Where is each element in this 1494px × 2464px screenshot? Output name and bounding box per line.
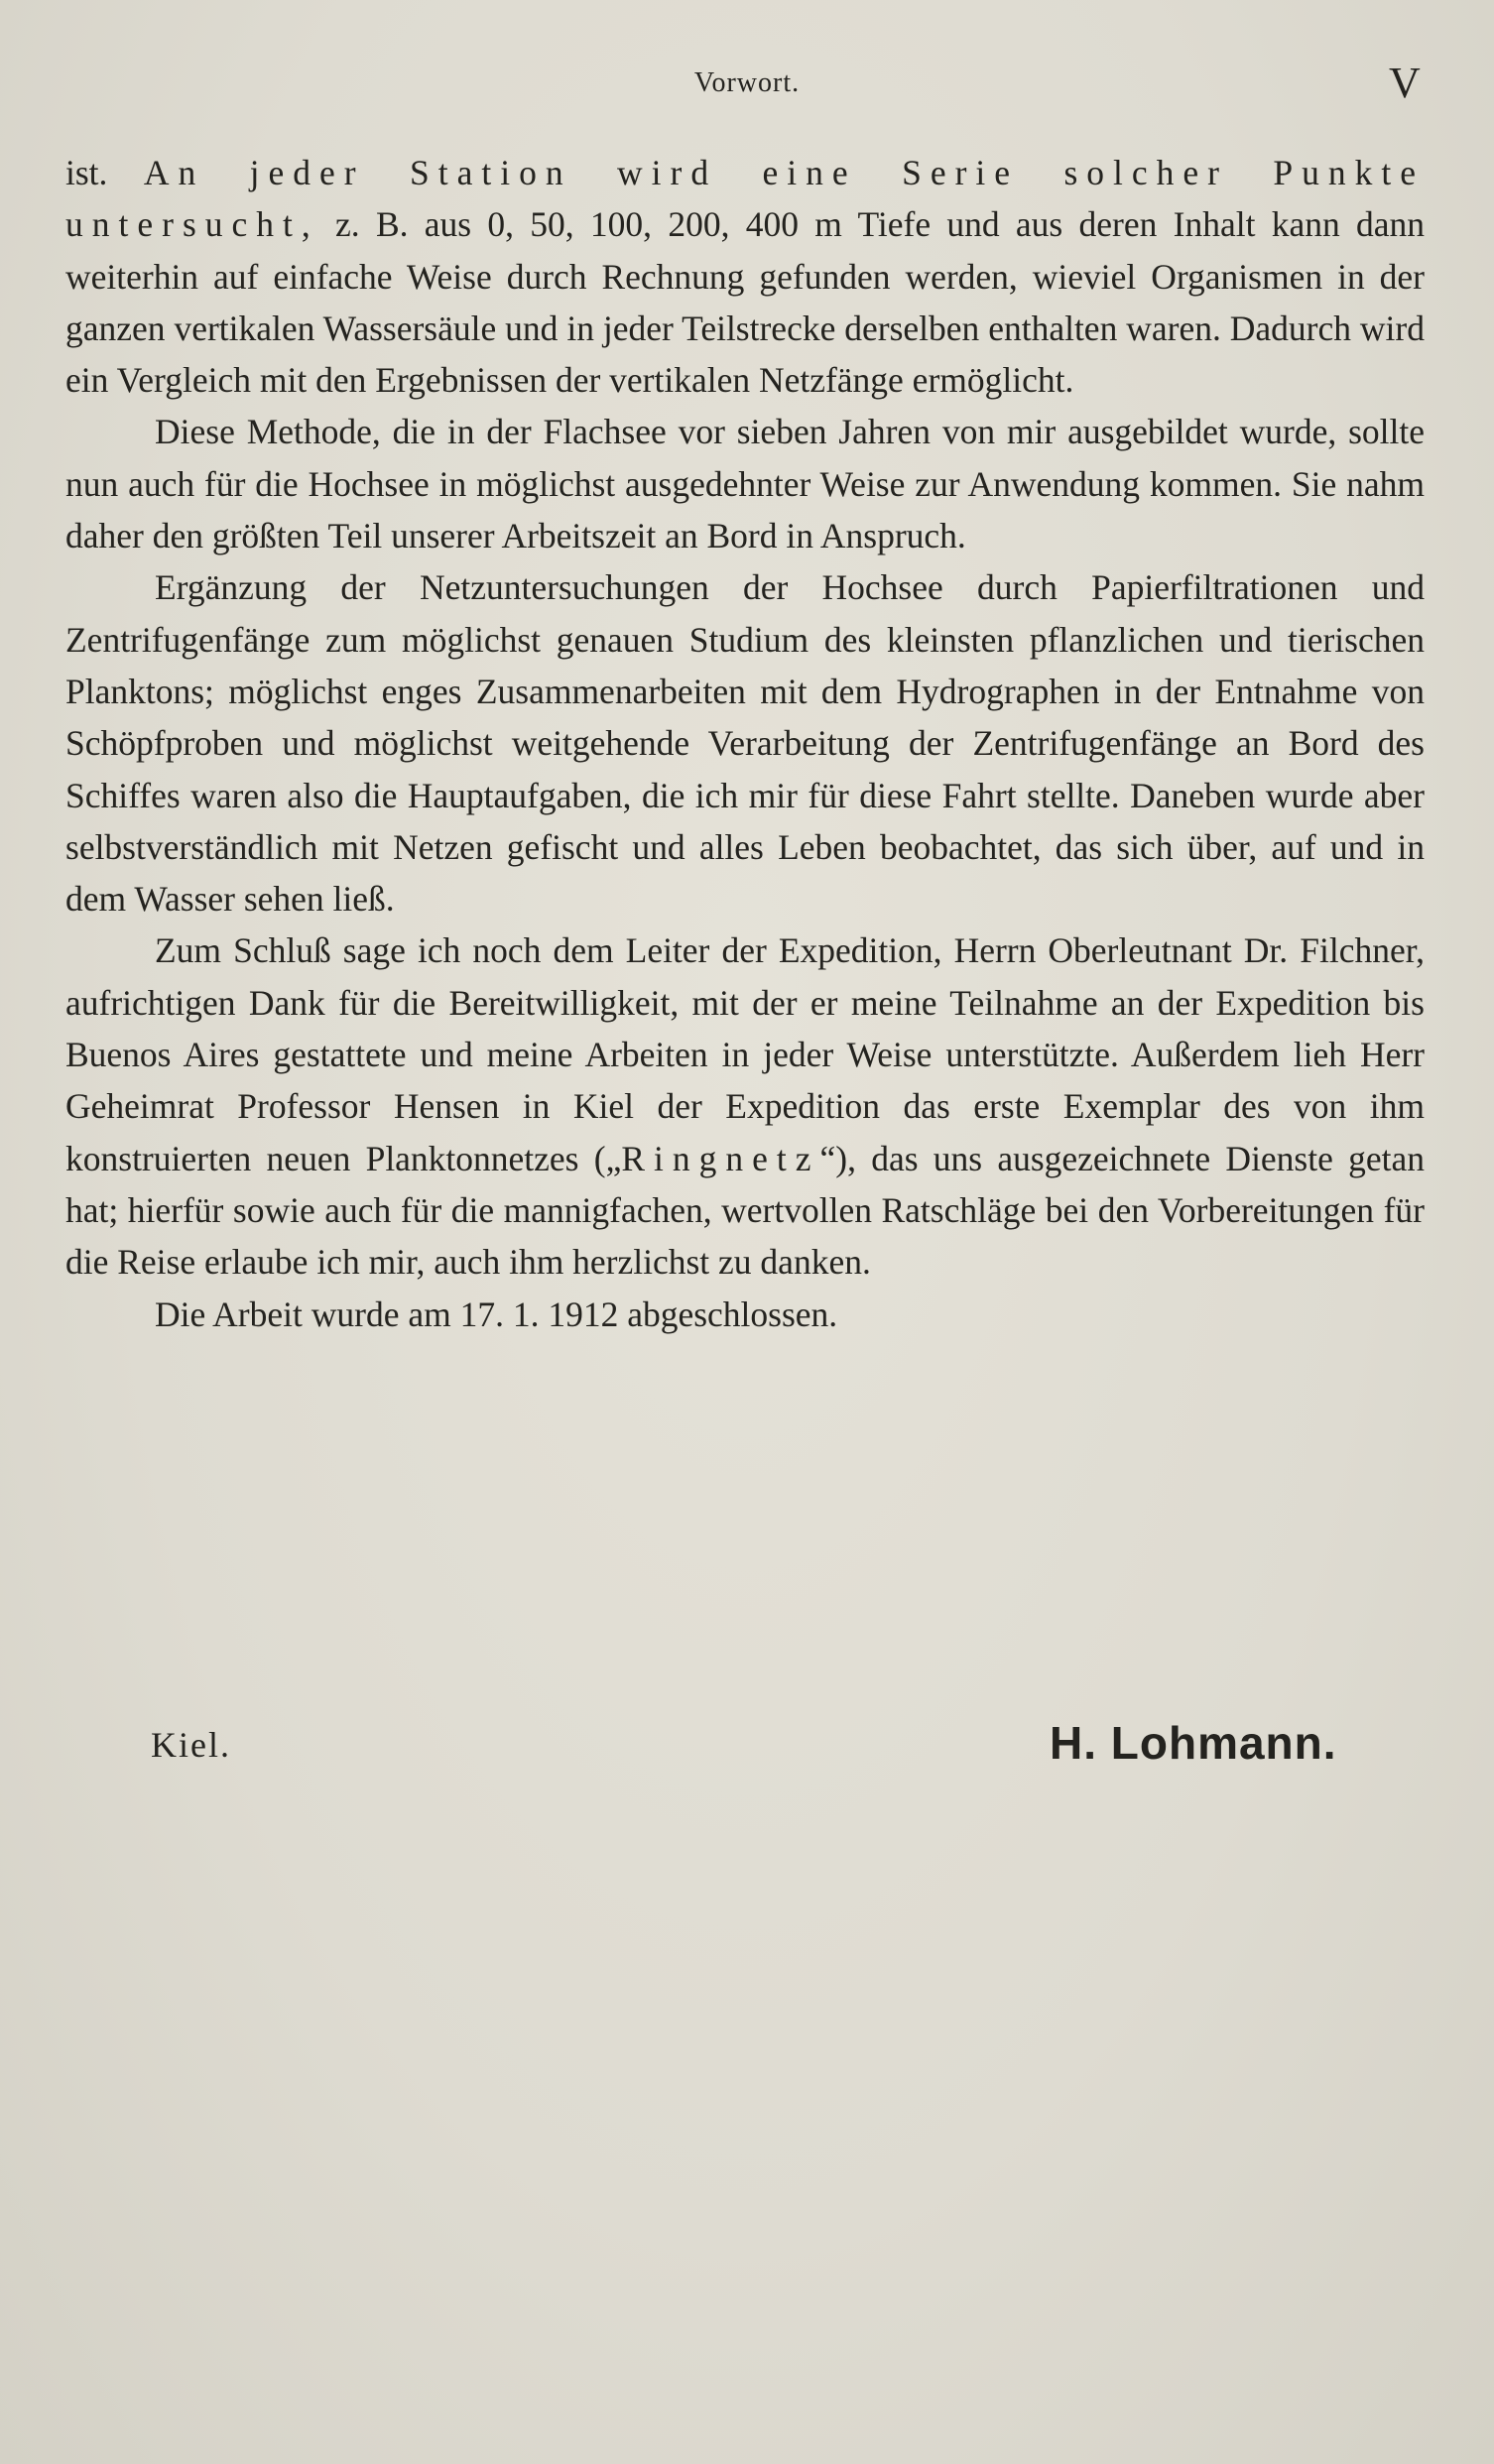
paragraph-4 xyxy=(65,924,1425,1288)
paragraph-4-rest: “), das uns ausgezeichnete Dienste getan hat; hierfür sowie auch für die mannigfachen, wertvollen Ratschläge bei den Vorbereitungen für die Reise erlaube ich mir, auch ihm herzlichst zu danken. xyxy=(65,1138,1425,1283)
paragraph-4-start: Zum Schluß sage ich noch dem Leiter der Expedition, Herrn Oberleutnant Dr. Filchner, aufrichtigen Dank für die Bereitwilligkeit, mit der er meine Teilnahme an der Expedition bis Buenos Aires gestattete und meine Arbeiten in jeder Weise unterstützte. Außerdem lieh Herr Geheimrat Professor Hensen in Kiel der Expedition das erste Exemplar des von ihm konstruierten neuen Planktonnetzes („ xyxy=(65,930,1425,1178)
body-text xyxy=(65,147,1425,1340)
signature-place: Kiel. xyxy=(151,1725,231,1765)
signature-author: H. Lohmann. xyxy=(1050,1717,1337,1769)
paragraph-5: Die Arbeit wurde am 17. 1. 1912 abgeschlossen. xyxy=(155,1294,838,1334)
running-title: Vorwort. xyxy=(693,67,801,98)
paragraph-1-start: ist. xyxy=(65,153,144,192)
signature-row xyxy=(0,1716,1494,1776)
paragraph-1 xyxy=(65,147,1425,406)
paragraph-2: Diese Methode, die in der Flachsee vor sieben Jahren von mir ausgebildet wurde, sollte nun auch für die Hochsee in möglichst ausgedehnter Weise zur Anwendung kommen. Sie nahm daher den größten Teil unserer Arbeitszeit an Bord in Anspruch. xyxy=(65,412,1425,556)
paragraph-3: Ergänzung der Netzuntersuchungen der Hochsee durch Papierfiltrationen und Zentrifugenfänge zum möglichst genauen Studium des kleinsten pflanzlichen und tierischen Planktons; möglichst enges Zusammenarbeiten mit dem Hydrographen in der Entnahme von Schöpfproben und möglichst weitgehende Verarbeitung der Zentrifugenfänge an Bord des Schiffes waren also die Hauptaufgaben, die ich mir für diese Fahrt stellte. Daneben wurde aber selbstverständlich mit Netzen gefischt und alles Leben beobachtet, das sich über, auf und in dem Wasser sehen ließ. xyxy=(65,567,1425,920)
page-number: V xyxy=(1389,59,1421,107)
paragraph-4-spaced-text: Ringnetz xyxy=(621,1138,820,1178)
paragraph-1-spaced-text: An jeder Station wird eine Serie solcher Punkte untersucht, xyxy=(65,153,1425,245)
paragraph-1-rest: z. B. aus 0, 50, 100, 200, 400 m Tiefe und aus deren Inhalt kann dann weiterhin auf einfache Weise durch Rechnung gefunden werden, wieviel Organismen in der ganzen vertikalen Wassersäule und in jeder Teilstrecke derselben enthalten waren. Dadurch wird ein Vergleich mit den Ergebnissen der vertikalen Netzfänge ermöglicht. xyxy=(65,204,1425,401)
